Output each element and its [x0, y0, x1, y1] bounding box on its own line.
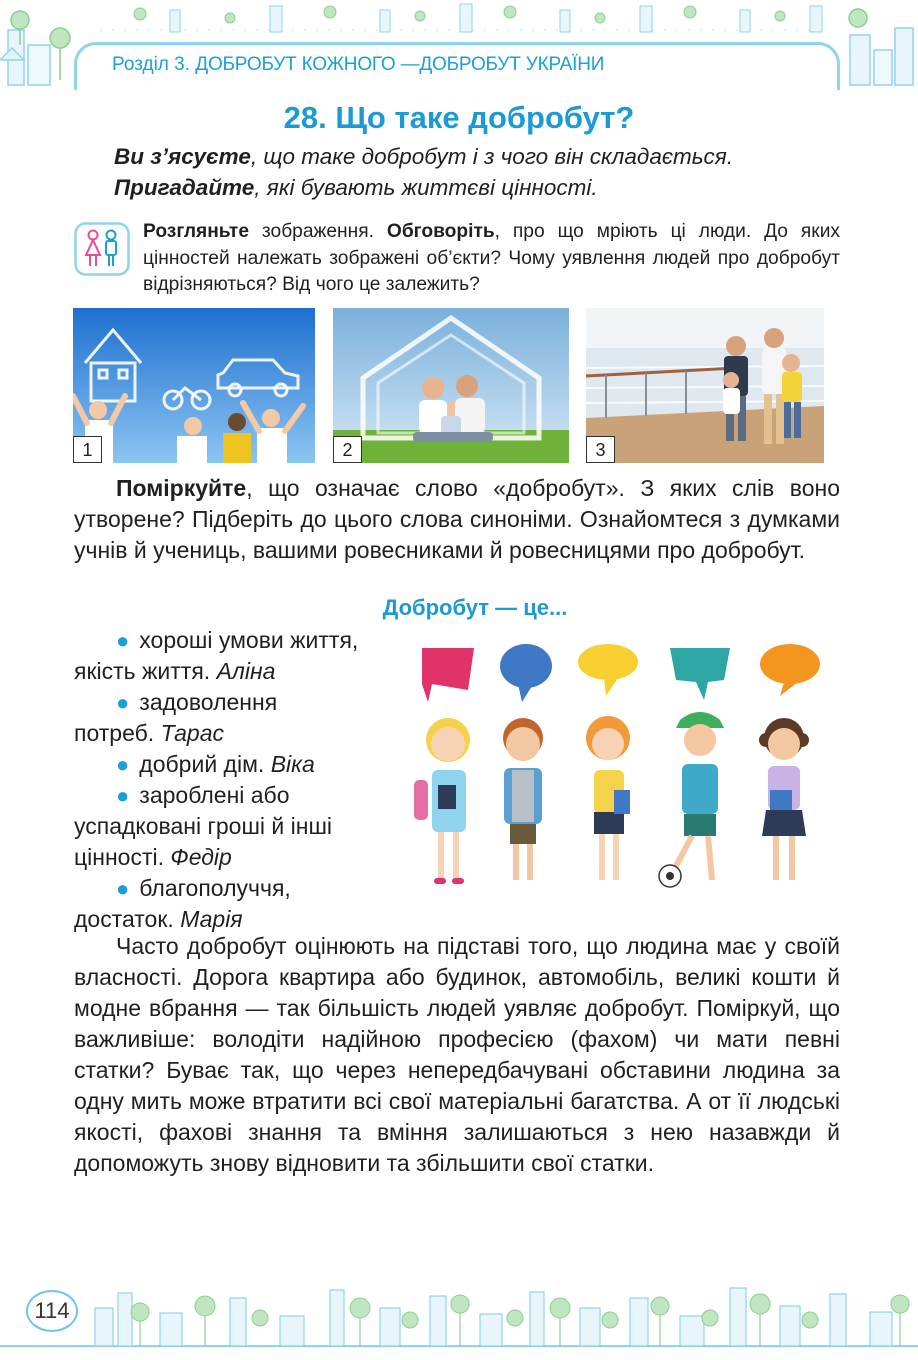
opinion-item: [74, 687, 404, 749]
photo-family-cruise-image: [586, 308, 824, 463]
opinion-author: Віка: [270, 751, 315, 777]
speech-bubble-icon: [760, 644, 820, 684]
kid-alina: [414, 718, 470, 884]
kid-taras: [503, 718, 543, 880]
opinion-item: [74, 873, 404, 935]
opinion-text: хороші умови життя,: [139, 627, 359, 653]
main-paragraph-text: Часто добробут оцінюють на підставі того, що людина має у своїй власності. Дорога квартира або будинок, автомобіль, великі кошти й модне вбрання — так більшість людей уявляє добробут. Поміркуй, що важливіше: володіти надійною професією (фахом) чи мати певні статки? Буває так, що через непередбачувані обставини людина за одну мить може втратити всі свої матеріальні багатства. А от її людські якості, фахові знання та вміння залишаються з нею назавжди й допоможуть знову відновити та збільшити свої статки.: [74, 933, 840, 1176]
discuss-text-1: зображення.: [249, 221, 387, 242]
photo-family-house: [333, 308, 569, 463]
kid-maria: [759, 718, 809, 880]
bullet-icon: ●: [116, 752, 130, 777]
bullet-icon: ●: [116, 628, 130, 653]
intro-goal-text: , що таке добробут і з чого він складається.: [250, 144, 734, 169]
think-paragraph: [74, 473, 840, 566]
discuss-bold-talk: Обговоріть: [386, 221, 495, 242]
opinion-author: Тарас: [160, 720, 224, 746]
opinion-text: добрий дім.: [139, 751, 271, 777]
kid-vika: [586, 716, 630, 880]
intro-recall-bold: Пригадайте: [114, 175, 255, 200]
intro-recall: [114, 175, 598, 201]
opinion-author: Аліна: [216, 658, 276, 684]
opinion-text: зароблені або: [139, 782, 290, 808]
section-header: [112, 54, 604, 76]
opinion-text: успадковані гроші й інші: [74, 813, 333, 839]
intro-goal-bold: Ви з’ясуєте: [114, 144, 251, 169]
opinion-text: задоволення: [139, 689, 278, 715]
opinion-text: цінності.: [74, 844, 171, 870]
intro-recall-text: , які бувають життєві цінності.: [254, 175, 598, 200]
bullet-icon: ●: [116, 690, 130, 715]
think-text: , що означає слово «добробут». З яких слів воно утворене? Підберіть до цього слова синоніми. Ознайомтеся з думками учнів й учениць, вашими ровесниками й ровесницями про добробут.: [74, 475, 840, 563]
opinion-text: потреб.: [74, 720, 161, 746]
photo-number-3: 3: [586, 436, 615, 463]
intro-goal: [114, 144, 733, 170]
footer-city-decoration: [0, 1268, 918, 1360]
photo-number-1: 1: [73, 436, 102, 463]
main-paragraph: [74, 931, 840, 1179]
discuss-instruction: [143, 219, 840, 299]
opinion-text: благополуччя,: [139, 875, 291, 901]
bullet-icon: ●: [116, 876, 130, 901]
section-label: Розділ 3.: [112, 54, 191, 75]
discuss-bold-look: Розгляньте: [143, 221, 249, 242]
opinion-author: Марія: [180, 906, 243, 932]
opinion-item: [74, 749, 404, 780]
photo-family-cruise: [586, 308, 824, 463]
speech-bubble-icon: [670, 648, 730, 700]
kid-fedir: [659, 712, 724, 887]
think-bold: Поміркуйте: [116, 475, 247, 501]
speech-bubble-icon: [578, 644, 638, 680]
opinions-list: [74, 625, 404, 935]
opinion-item: [74, 625, 404, 687]
lesson-title: 28. Що таке добробут?: [283, 100, 635, 135]
photo-dreams: [73, 308, 315, 463]
opinion-item: [74, 780, 404, 873]
speech-bubbles: [422, 644, 820, 702]
opinion-author: Федір: [170, 844, 232, 870]
page-number: 114: [26, 1290, 78, 1332]
opinion-text: достаток.: [74, 906, 181, 932]
photo-dreams-image: [73, 308, 315, 463]
definition-heading: Добробут — це...: [382, 595, 568, 620]
speech-bubble-icon: [422, 648, 474, 702]
speech-bubble-icon: [500, 644, 552, 688]
opinion-text: якість життя.: [74, 658, 217, 684]
section-title: ДОБРОБУТ КОЖНОГО —ДОБРОБУТ УКРАЇНИ: [195, 54, 605, 75]
photo-number-2: 2: [333, 436, 362, 463]
discuss-text-2: , про що мріють ці люди. До яких цінностей належать зображені об’єкти? Чому уявлення людей про добробут відрізняються? Від чого це залежить?: [143, 221, 841, 295]
pair-work-icon: [74, 222, 130, 276]
photo-family-house-image: [333, 308, 569, 463]
bullet-icon: ●: [116, 783, 130, 808]
kids-speech-bubbles-illustration: [408, 640, 838, 900]
